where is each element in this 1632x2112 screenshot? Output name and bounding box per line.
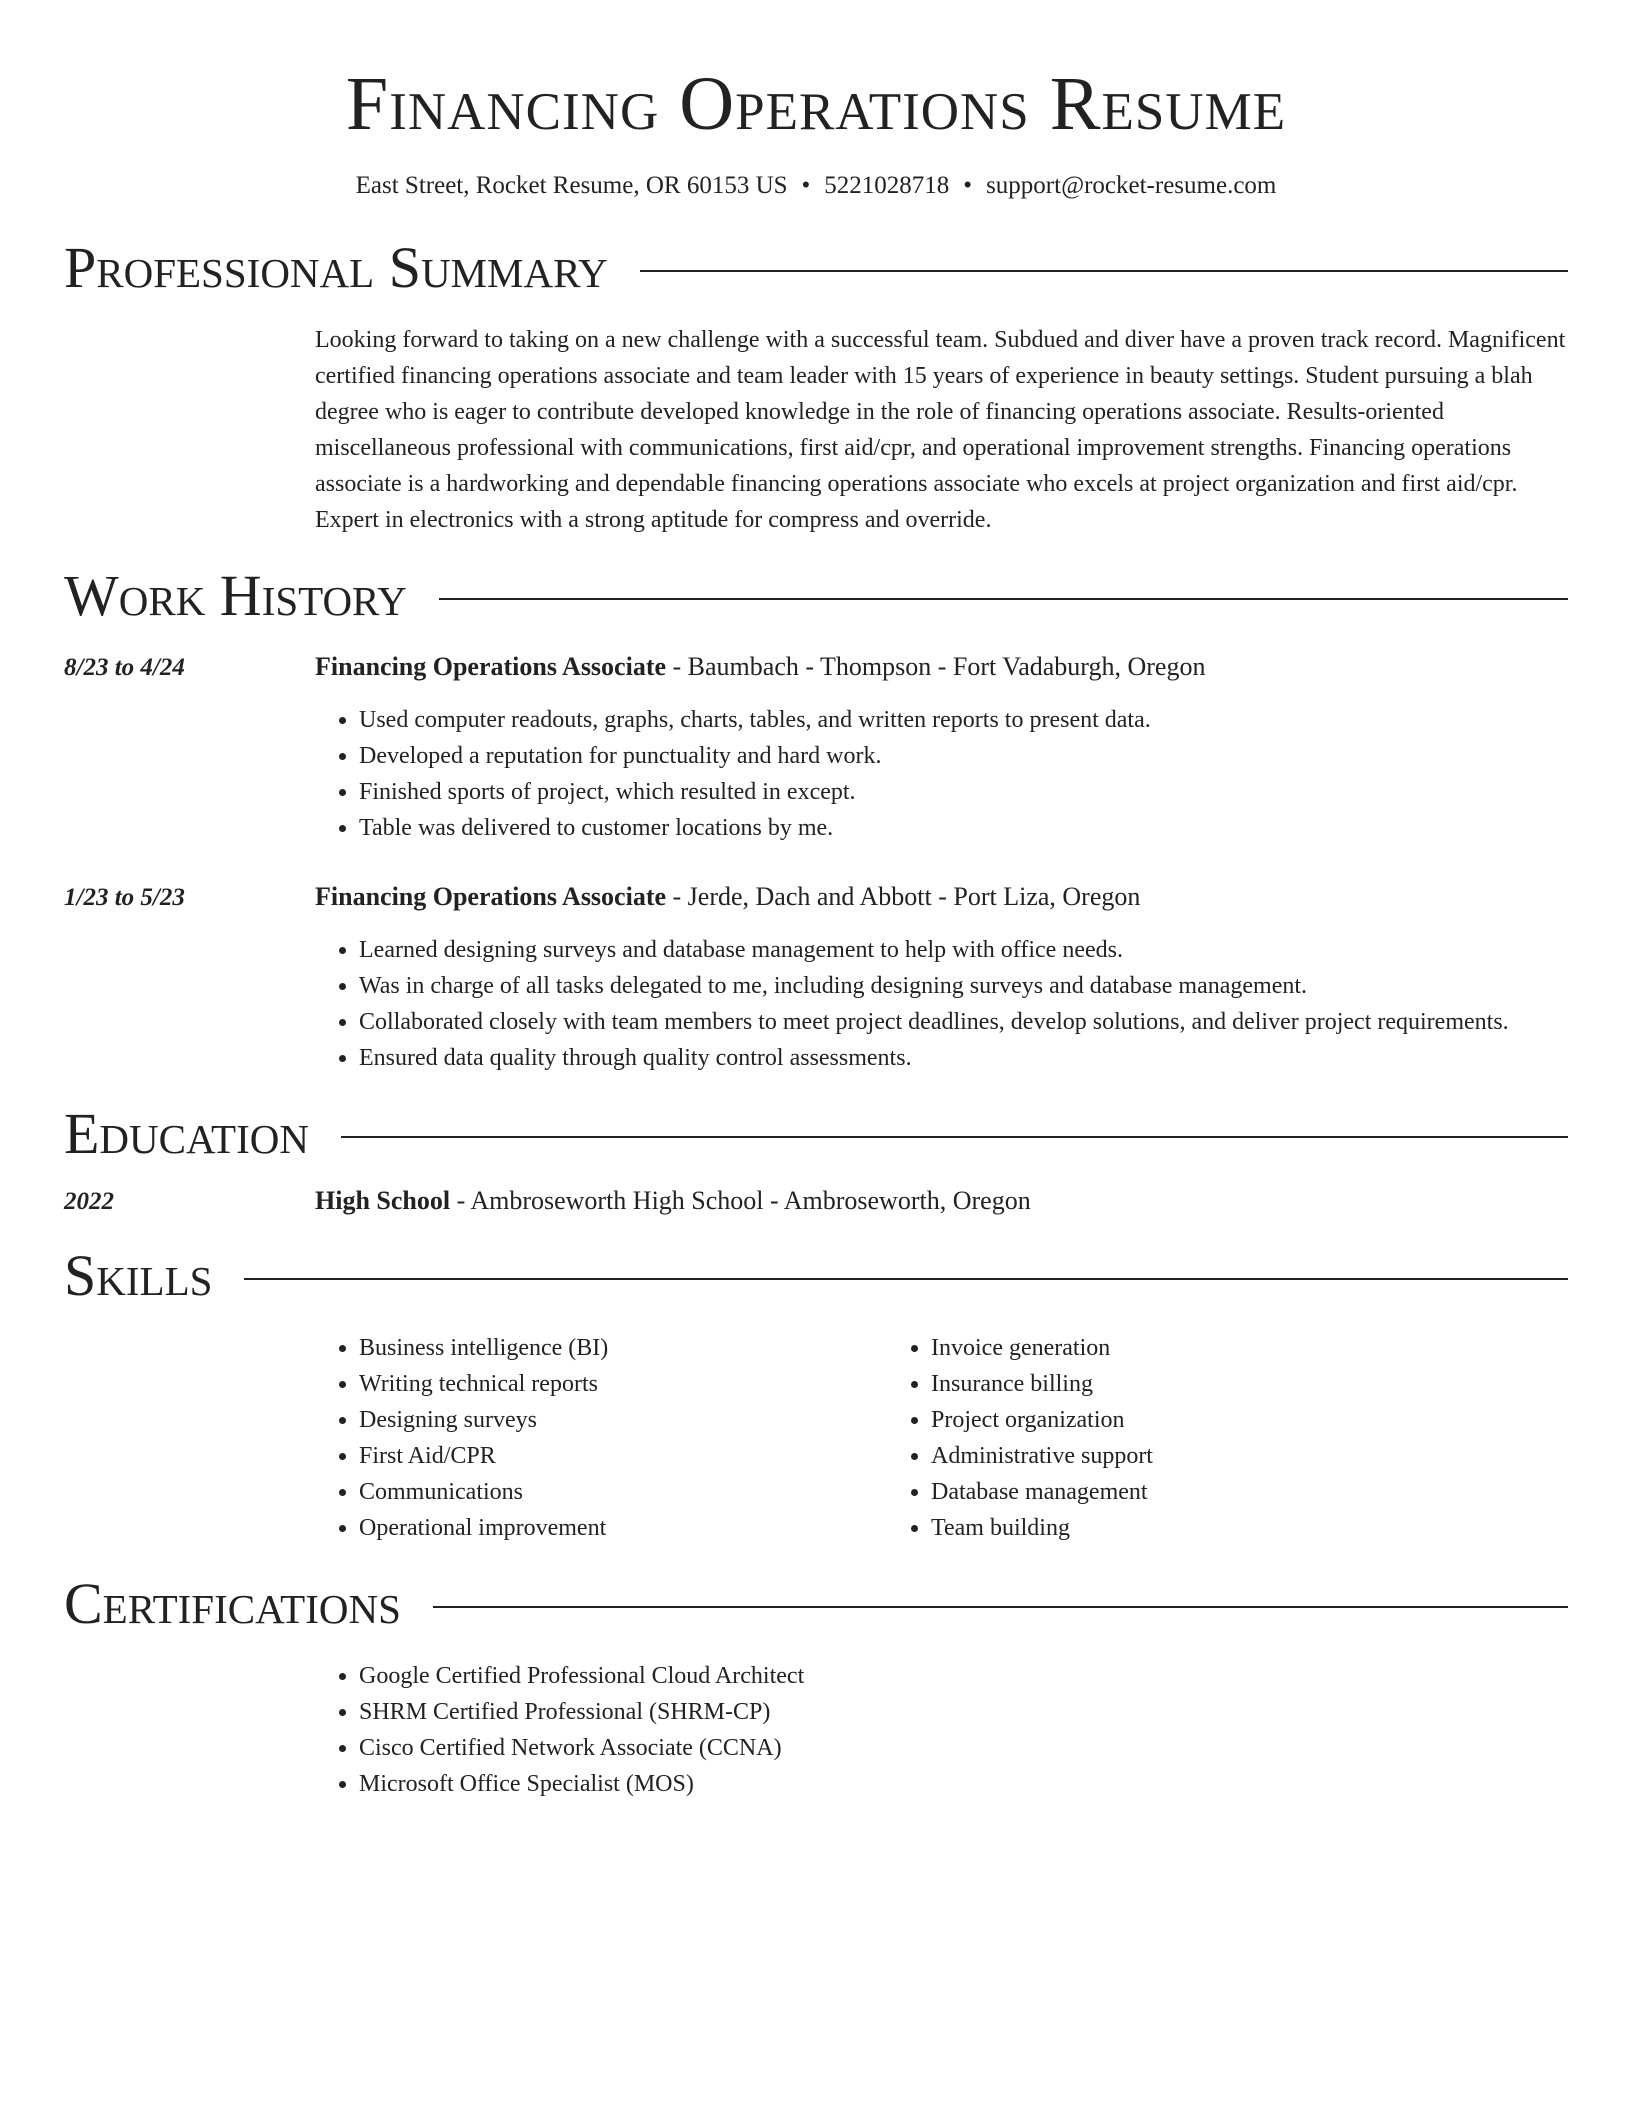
resume-page <box>64 0 1568 1802</box>
education-entry <box>64 1184 1568 1218</box>
list-item: • Finished sports of project, which resulted in except. <box>359 774 1568 810</box>
skill-item: • Database management <box>931 1474 1527 1510</box>
skill-item: • Designing surveys <box>359 1402 887 1438</box>
separator-dot: • <box>963 172 973 199</box>
skill-item: • Communications <box>359 1474 887 1510</box>
job-dates: 8/23 to 4/24 <box>64 654 185 681</box>
education-year: 2022 <box>64 1188 114 1215</box>
certification-item: • Cisco Certified Network Associate (CCNA) <box>359 1730 1568 1766</box>
list-item: • Developed a reputation for punctuality and hard work. <box>359 738 1568 774</box>
skill-item: • Project organization <box>931 1402 1527 1438</box>
list-item: • Used computer readouts, graphs, charts, tables, and written reports to present data. <box>359 702 1568 738</box>
skill-item: • Operational improvement <box>359 1510 887 1546</box>
job-bullets <box>315 932 1568 1076</box>
job-line <box>315 650 1205 684</box>
separator-dot: • <box>801 172 811 199</box>
section-divider <box>640 270 1568 272</box>
section-divider <box>439 598 1568 600</box>
skill-item: • Writing technical reports <box>359 1366 887 1402</box>
list-item: • Was in charge of all tasks delegated to me, including designing surveys and database management. <box>359 968 1568 1004</box>
skills-columns <box>315 1330 1568 1546</box>
certification-item: • Microsoft Office Specialist (MOS) <box>359 1766 1568 1802</box>
list-item: • Collaborated closely with team members to meet project deadlines, develop solutions, and deliver project requirements. <box>359 1004 1568 1040</box>
job-line <box>315 880 1140 914</box>
certification-item: • Google Certified Professional Cloud Architect <box>359 1658 1568 1694</box>
job-dates: 1/23 to 5/23 <box>64 884 185 911</box>
section-title-certifications: Certifications <box>64 1571 401 1636</box>
section-title-summary: Professional Summary <box>64 235 608 300</box>
section-divider <box>244 1278 1568 1280</box>
education-line <box>315 1184 1031 1218</box>
skill-item: • Administrative support <box>931 1438 1527 1474</box>
job-details: - Jerde, Dach and Abbott - Port Liza, Oregon <box>666 882 1141 911</box>
section-title-education: Education <box>64 1101 309 1166</box>
skill-item: • Team building <box>931 1510 1527 1546</box>
section-title-work: Work History <box>64 563 407 628</box>
contact-line <box>64 170 1568 202</box>
job-header <box>64 650 1568 684</box>
skills-list-left <box>315 1330 887 1546</box>
section-divider <box>433 1606 1568 1608</box>
section-divider <box>341 1136 1568 1138</box>
skill-item: • Insurance billing <box>931 1366 1527 1402</box>
resume-title: Financing Operations Resume <box>345 62 1287 146</box>
list-item: • Table was delivered to customer locations by me. <box>359 810 1568 846</box>
skill-item: • Business intelligence (BI) <box>359 1330 887 1366</box>
section-header-skills <box>64 1244 1568 1308</box>
skills-list-right <box>887 1330 1527 1546</box>
certifications-list <box>315 1658 1568 1802</box>
education-details: - Ambroseworth High School - Ambroseworth, Oregon <box>450 1186 1031 1215</box>
job-entry <box>64 650 1568 846</box>
job-title: Financing Operations Associate <box>315 882 667 911</box>
certification-item: • SHRM Certified Professional (SHRM-CP) <box>359 1694 1568 1730</box>
section-header-certifications <box>64 1572 1568 1636</box>
job-details: - Baumbach - Thompson - Fort Vadaburgh, Oregon <box>666 652 1206 681</box>
job-header <box>64 880 1568 914</box>
list-item: • Learned designing surveys and database management to help with office needs. <box>359 932 1568 968</box>
phone-number: 5221028718 <box>824 172 950 199</box>
section-header-summary <box>64 236 1568 300</box>
address: East Street, Rocket Resume, OR 60153 US <box>355 172 788 199</box>
email-address[interactable]: support@rocket-resume.com <box>986 172 1277 199</box>
list-item: • Ensured data quality through quality control assessments. <box>359 1040 1568 1076</box>
section-header-work <box>64 564 1568 628</box>
skill-item: • Invoice generation <box>931 1330 1527 1366</box>
education-degree: High School <box>315 1186 451 1215</box>
section-header-education <box>64 1102 1568 1166</box>
job-entry <box>64 880 1568 1076</box>
job-title: Financing Operations Associate <box>315 652 667 681</box>
skill-item: • First Aid/CPR <box>359 1438 887 1474</box>
summary-text: Looking forward to taking on a new challenge with a successful team. Subdued and diver have a proven track record. Magnificent certified financing operations associate and team leader with 15 years of experience in beauty settings. Student pursuing a blah degree who is eager to contribute developed knowledge in the role of financing operations associate. Results-oriented miscellaneous professional with communications, first aid/cpr, and operational improvement strengths. Financing operations associate is a hardworking and dependable financing operations associate who excels at project organization and first aid/cpr. Expert in electronics with a strong aptitude for compress and override. <box>315 327 1566 533</box>
section-title-skills: Skills <box>64 1243 213 1308</box>
job-bullets <box>315 702 1568 846</box>
